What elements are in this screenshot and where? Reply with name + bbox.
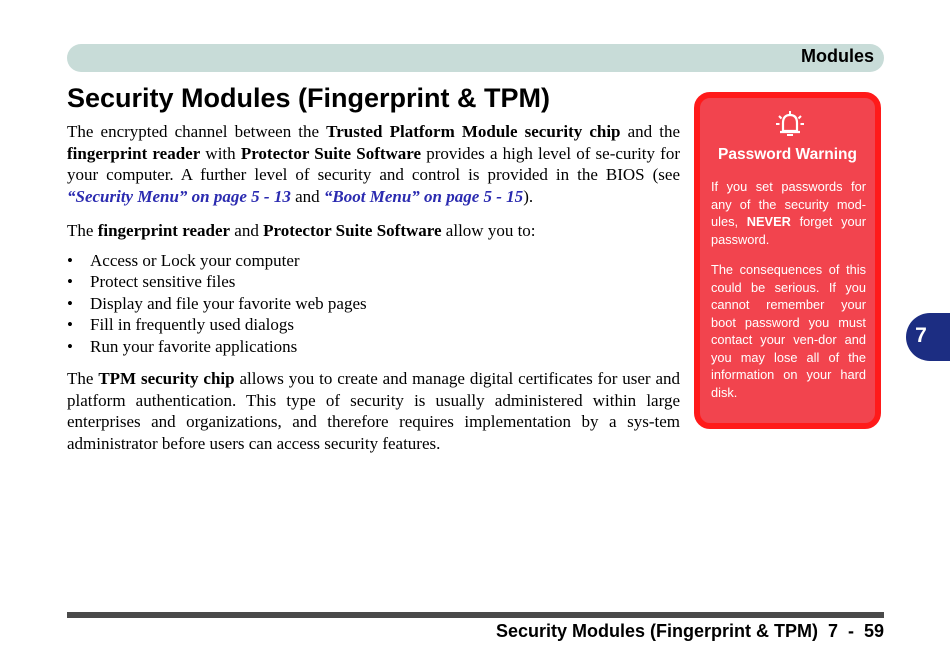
warning-title: Password Warning <box>718 146 857 163</box>
warning-text: If you set passwords for any of the security mod-ules, <box>711 179 866 229</box>
intro-bold-protector: Protector Suite Software <box>240 143 422 163</box>
feature-list <box>67 250 680 358</box>
intro-text: The encrypted channel between the <box>67 122 327 141</box>
list-item-text: Protect sensitive files <box>90 272 236 291</box>
password-warning-box <box>694 92 881 429</box>
intro2-text: The <box>67 221 98 240</box>
warning-never: NEVER <box>746 214 791 229</box>
alarm-bell-icon <box>775 110 805 138</box>
body-column <box>67 121 680 454</box>
bullet-dot: • <box>67 315 73 334</box>
list-item <box>67 293 680 315</box>
tpm-paragraph <box>67 368 680 454</box>
intro-text: and <box>290 186 324 206</box>
bullet-dot: • <box>67 293 73 313</box>
tpm-text: The <box>67 369 99 388</box>
warning-paragraph-2: The consequences of this could be serious. If you cannot remember your boot password you must contact your ven-dor and you may lose all of the information on your hard disk. <box>711 262 866 400</box>
list-item <box>67 250 680 272</box>
intro-text: and the <box>620 122 680 141</box>
page-title: Security Modules (Fingerprint & TPM) <box>67 83 551 113</box>
bullet-dot: • <box>67 272 73 291</box>
list-item-text: Access or Lock your computer <box>90 250 300 270</box>
intro2-text: and <box>230 221 264 240</box>
intro-paragraph <box>67 121 680 207</box>
list-item-text: Display and file your favorite web pages <box>90 293 367 313</box>
header-bar <box>67 44 884 72</box>
intro2-paragraph <box>67 220 680 242</box>
bullet-dot: • <box>67 336 73 356</box>
list-item <box>67 336 680 358</box>
intro-text: with <box>200 143 241 163</box>
tpm-text: allows you to create and manage digital certificates for user and platform authentication. This type of security is usually administered within large enterprises and organizations, and therefore requires implementation by a sys-tem administrator before users can access security features. <box>67 369 680 453</box>
footer-page-label: Security Modules (Fingerprint & TPM) 7 - 59 <box>495 621 884 641</box>
intro-text: provides a high level of se-curity for your computer. A further level of security and control is provided in the BIOS (see <box>67 143 680 184</box>
intro-text: ). <box>523 186 534 206</box>
chapter-number: 7 <box>915 324 927 347</box>
footer-rule <box>67 612 884 618</box>
intro2-bold-fingerprint: fingerprint reader <box>97 221 231 240</box>
intro2-bold-protector: Protector Suite Software <box>263 221 442 240</box>
list-item-text: Run your favorite applications <box>90 336 298 356</box>
intro-bold-tpm: Trusted Platform Module security chip <box>326 122 621 141</box>
warning-body <box>711 178 866 401</box>
chapter-tab[interactable] <box>906 313 950 361</box>
intro2-text: allow you to: <box>441 221 536 240</box>
warning-paragraph-1 <box>711 178 866 248</box>
security-menu-link[interactable]: “Security Menu” on page 5 - 13 <box>67 186 291 206</box>
tpm-bold-chip: TPM security chip <box>98 369 235 388</box>
list-item-text: Fill in frequently used dialogs <box>90 315 294 334</box>
header-section-title: Modules <box>800 46 874 66</box>
bullet-dot: • <box>67 250 73 270</box>
list-item <box>67 314 680 336</box>
warning-text: forget your password. <box>711 214 866 247</box>
boot-menu-link[interactable]: “Boot Menu” on page 5 - 15 <box>323 186 524 206</box>
list-item <box>67 271 680 293</box>
intro-bold-fingerprint: fingerprint reader <box>67 143 201 163</box>
